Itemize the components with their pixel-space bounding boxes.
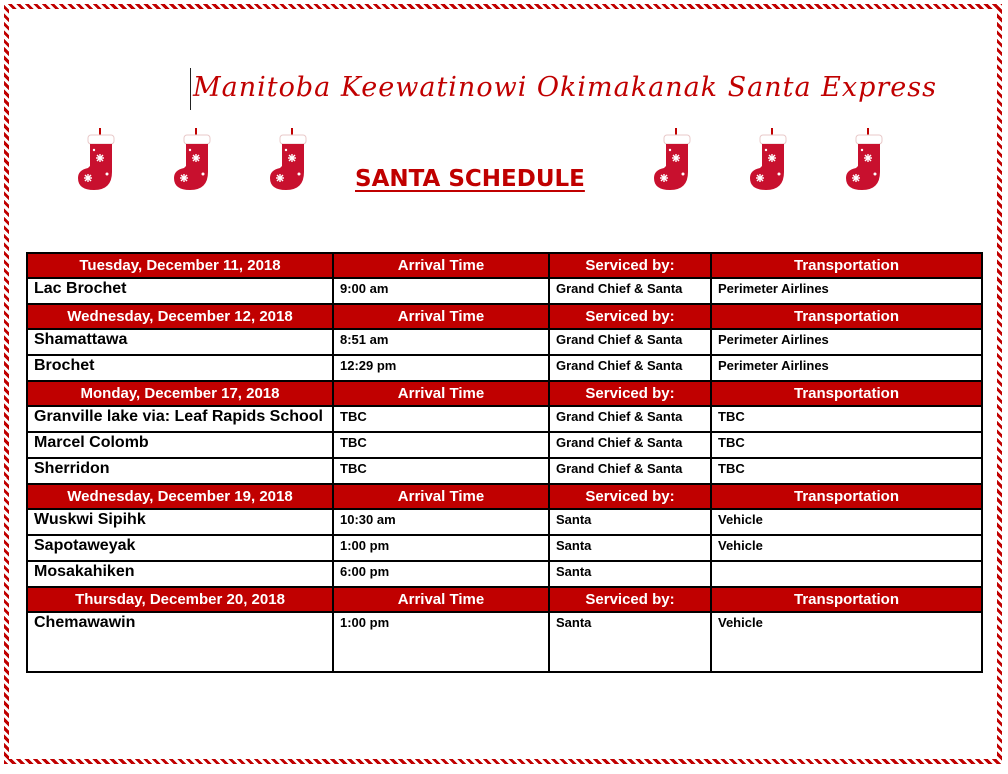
transport-cell: Perimeter Airlines	[711, 329, 982, 355]
santa-schedule-table	[26, 252, 983, 673]
serviced-cell: Santa	[549, 561, 711, 587]
serviced-cell: Grand Chief & Santa	[549, 458, 711, 484]
serviced-cell: Santa	[549, 509, 711, 535]
serviced-by-header: Serviced by:	[549, 381, 711, 406]
transport-cell: TBC	[711, 458, 982, 484]
arrival-cell: 9:00 am	[333, 278, 549, 304]
serviced-cell: Grand Chief & Santa	[549, 329, 711, 355]
arrival-time-header: Arrival Time	[333, 484, 549, 509]
transportation-header: Transportation	[711, 587, 982, 612]
arrival-cell: 12:29 pm	[333, 355, 549, 381]
table-row	[27, 406, 982, 432]
arrival-time-header: Arrival Time	[333, 304, 549, 329]
arrival-cell: 1:00 pm	[333, 535, 549, 561]
location-cell: Sapotaweyak	[27, 535, 333, 561]
christmas-stocking-icon	[170, 128, 214, 194]
arrival-time-header: Arrival Time	[333, 253, 549, 278]
schedule-heading: SANTA SCHEDULE	[355, 166, 585, 192]
transport-cell: Perimeter Airlines	[711, 355, 982, 381]
location-cell: Wuskwi Sipihk	[27, 509, 333, 535]
table-row	[27, 278, 982, 304]
table-row	[27, 612, 982, 672]
serviced-cell: Grand Chief & Santa	[549, 406, 711, 432]
table-row	[27, 535, 982, 561]
location-cell: Chemawawin	[27, 612, 333, 672]
arrival-time-header: Arrival Time	[333, 587, 549, 612]
table-row	[27, 432, 982, 458]
table-row	[27, 561, 982, 587]
table-row	[27, 355, 982, 381]
christmas-stocking-icon	[650, 128, 694, 194]
transport-cell: TBC	[711, 406, 982, 432]
christmas-stocking-icon	[842, 128, 886, 194]
christmas-stocking-icon	[74, 128, 118, 194]
serviced-cell: Santa	[549, 612, 711, 672]
table-row	[27, 458, 982, 484]
serviced-cell: Grand Chief & Santa	[549, 278, 711, 304]
serviced-by-header: Serviced by:	[549, 587, 711, 612]
location-cell: Brochet	[27, 355, 333, 381]
transport-cell: Vehicle	[711, 509, 982, 535]
transportation-header: Transportation	[711, 304, 982, 329]
transport-cell: Vehicle	[711, 612, 982, 672]
day-date: Wednesday, December 19, 2018	[27, 484, 333, 509]
day-header-row	[27, 304, 982, 329]
document-title: Manitoba Keewatinowi Okimakanak Santa Express	[193, 72, 937, 103]
arrival-cell: TBC	[333, 406, 549, 432]
arrival-cell: 8:51 am	[333, 329, 549, 355]
christmas-stocking-icon	[746, 128, 790, 194]
location-cell: Lac Brochet	[27, 278, 333, 304]
transport-cell: TBC	[711, 432, 982, 458]
arrival-cell: 10:30 am	[333, 509, 549, 535]
text-cursor	[190, 68, 191, 110]
arrival-time-header: Arrival Time	[333, 381, 549, 406]
table-row	[27, 329, 982, 355]
day-date: Tuesday, December 11, 2018	[27, 253, 333, 278]
serviced-cell: Santa	[549, 535, 711, 561]
transportation-header: Transportation	[711, 381, 982, 406]
transport-cell	[711, 561, 982, 587]
arrival-cell: 1:00 pm	[333, 612, 549, 672]
transportation-header: Transportation	[711, 484, 982, 509]
location-cell: Mosakahiken	[27, 561, 333, 587]
serviced-by-header: Serviced by:	[549, 253, 711, 278]
arrival-cell: 6:00 pm	[333, 561, 549, 587]
day-date: Wednesday, December 12, 2018	[27, 304, 333, 329]
location-cell: Granville lake via: Leaf Rapids School	[27, 406, 333, 432]
table-row	[27, 509, 982, 535]
christmas-stocking-icon	[266, 128, 310, 194]
serviced-by-header: Serviced by:	[549, 484, 711, 509]
transportation-header: Transportation	[711, 253, 982, 278]
serviced-cell: Grand Chief & Santa	[549, 432, 711, 458]
day-date: Thursday, December 20, 2018	[27, 587, 333, 612]
location-cell: Marcel Colomb	[27, 432, 333, 458]
day-header-row	[27, 484, 982, 509]
transport-cell: Perimeter Airlines	[711, 278, 982, 304]
arrival-cell: TBC	[333, 432, 549, 458]
serviced-cell: Grand Chief & Santa	[549, 355, 711, 381]
day-date: Monday, December 17, 2018	[27, 381, 333, 406]
serviced-by-header: Serviced by:	[549, 304, 711, 329]
day-header-row	[27, 381, 982, 406]
transport-cell: Vehicle	[711, 535, 982, 561]
arrival-cell: TBC	[333, 458, 549, 484]
location-cell: Shamattawa	[27, 329, 333, 355]
day-header-row	[27, 253, 982, 278]
day-header-row	[27, 587, 982, 612]
location-cell: Sherridon	[27, 458, 333, 484]
